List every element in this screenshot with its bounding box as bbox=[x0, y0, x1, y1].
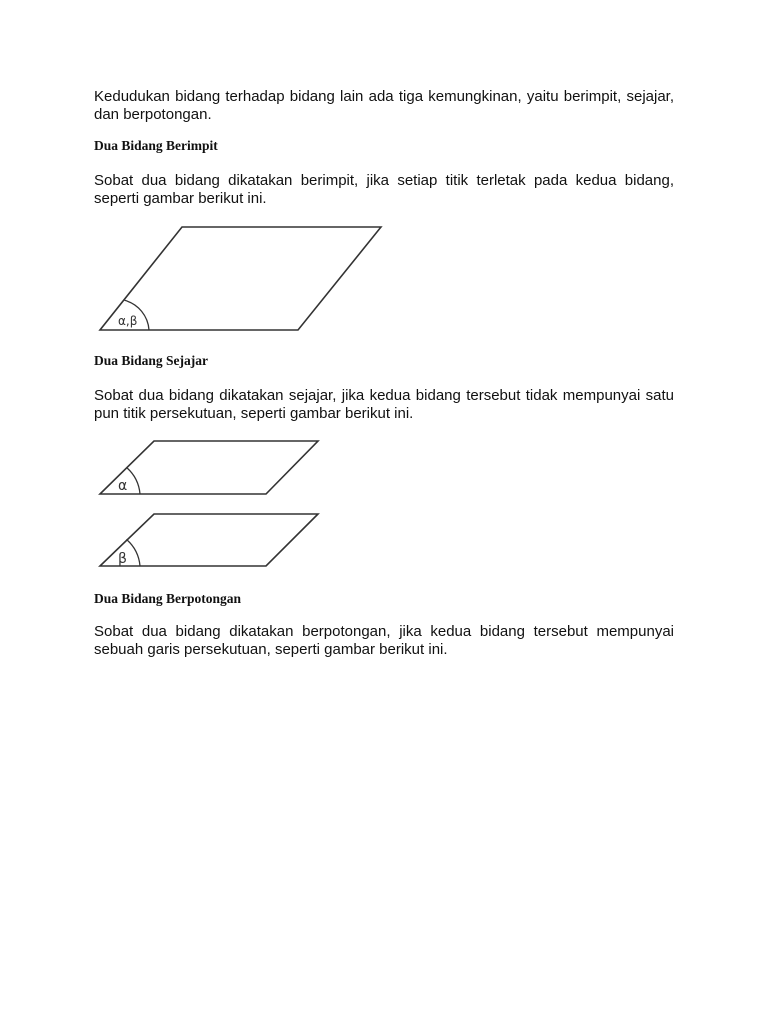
heading-berimpit: Dua Bidang Berimpit bbox=[94, 138, 218, 153]
heading-sejajar: Dua Bidang Sejajar bbox=[94, 353, 209, 368]
heading-berpotongan: Dua Bidang Berpotongan bbox=[94, 591, 242, 606]
paragraph-sejajar: Sobat dua bidang dikatakan sejajar, jika kedua bidang tersebut tidak mempunyai satu pun titik persekutuan, seperti gambar berikut ini. bbox=[94, 387, 674, 422]
plane-label-alpha-beta: α,β bbox=[118, 314, 138, 328]
figure-parallel-planes bbox=[90, 432, 330, 572]
angle-arc-alpha bbox=[126, 467, 140, 494]
intro-paragraph: Kedudukan bidang terhadap bidang lain ada tiga kemungkinan, yaitu berimpit, sejajar, dan berpotongan. bbox=[94, 88, 674, 123]
plane-alpha bbox=[100, 441, 318, 494]
figure-coincident-planes bbox=[90, 220, 390, 340]
plane-alpha-beta bbox=[100, 227, 381, 330]
paragraph-berpotongan: Sobat dua bidang dikatakan berpotongan, jika kedua bidang tersebut mempunyai sebuah garis persekutuan, seperti gambar berikut ini. bbox=[94, 623, 674, 658]
paragraph-berimpit: Sobat dua bidang dikatakan berimpit, jika setiap titik terletak pada kedua bidang, seperti gambar berikut ini. bbox=[94, 172, 674, 207]
plane-beta bbox=[100, 514, 318, 566]
angle-arc-beta bbox=[126, 539, 140, 566]
plane-label-beta: β bbox=[118, 551, 127, 567]
plane-label-alpha: α bbox=[118, 478, 128, 494]
